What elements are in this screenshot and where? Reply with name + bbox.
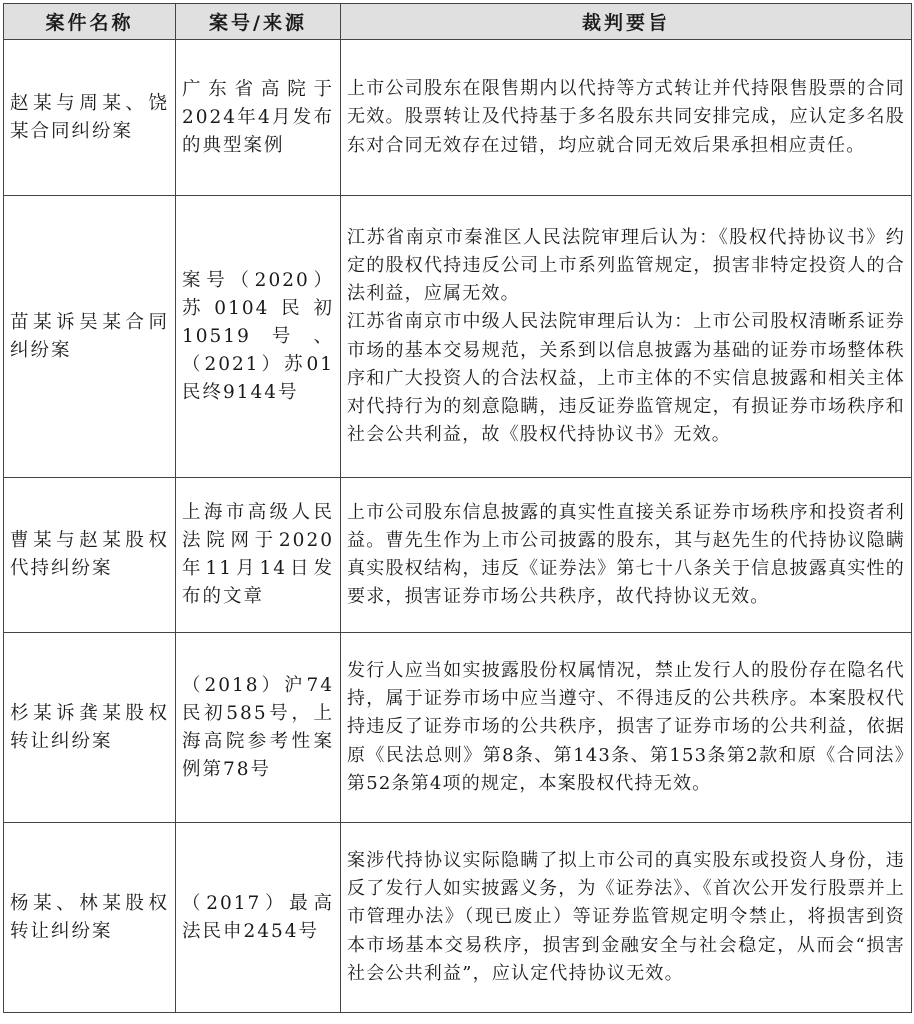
table-row: [4, 40, 912, 196]
ruling-summary: [341, 823, 912, 1013]
table-row: [4, 633, 912, 823]
case-source: （2017）最高法民申2454号: [176, 823, 341, 1013]
case-name: 杨某、林某股权转让纠纷案: [4, 823, 176, 1013]
ruling-paragraph: 江苏省南京市中级人民法院审理后认为：上市公司股权清晰系证券市场的基本交易规范，关系到以信息披露为基础的证券市场整体秩序和广大投资人的合法权益，上市主体的不实信息披露和相关主体对代持行为的刻意隐瞒，违反证券监管规定，有损证券市场秩序和社会公共利益，故《股权代持协议书》无效。: [347, 311, 905, 446]
table-body: [4, 40, 912, 1013]
header-case-number-source: 案号/来源: [176, 4, 341, 40]
ruling-summary: [341, 40, 912, 196]
table-row: [4, 823, 912, 1013]
header-row: [4, 4, 912, 40]
case-source: 案号（2020）苏0104民初10519号、（2021）苏01民终9144号: [176, 196, 341, 478]
ruling-paragraph: 上市公司股东在限售期内以代持等方式转让并代持限售股票的合同无效。股票转让及代持基于多名股东共同安排完成，应认定多名股东对合同无效存在过错，均应就合同无效后果承担相应责任。: [347, 78, 905, 156]
case-source: 广东省高院于2024年4月发布的典型案例: [176, 40, 341, 196]
case-name: 赵某与周某、饶某合同纠纷案: [4, 40, 176, 196]
case-source: （2018）沪74民初585号，上海高院参考性案例第78号: [176, 633, 341, 823]
ruling-summary: [341, 478, 912, 633]
cases-table: [3, 3, 912, 1013]
case-name: 苗某诉吴某合同纠纷案: [4, 196, 176, 478]
case-source: 上海市高级人民法院网于2020年11月14日发布的文章: [176, 478, 341, 633]
header-case-name: 案件名称: [4, 4, 176, 40]
ruling-paragraph: 发行人应当如实披露股份权属情况，禁止发行人的股份存在隐名代持，属于证券市场中应当遵守、不得违反的公共秩序。本案股权代持违反了证券市场的公共秩序，损害了证券市场的公共利益，依据原《民法总则》第8条、第143条、第153条第2款和原《合同法》第52条第4项的规定，本案股权代持无效。: [347, 659, 905, 794]
table-header: [4, 4, 912, 40]
ruling-paragraph: 案涉代持协议实际隐瞒了拟上市公司的真实股东或投资人身份，违反了发行人如实披露义务，为《证券法》、《首次公开发行股票并上市管理办法》（现已废止）等证券监管规定明令禁止，将损害到资本市场基本交易秩序，损害到金融安全与社会稳定，从而会“损害社会公共利益”，应认定代持协议无效。: [347, 849, 905, 984]
header-ruling-summary: 裁判要旨: [341, 4, 912, 40]
ruling-summary: [341, 633, 912, 823]
ruling-paragraph: 江苏省南京市秦淮区人民法院审理后认为：《股权代持协议书》约定的股权代持违反公司上市系列监管规定，损害非特定投资人的合法利益，应属无效。: [347, 226, 905, 305]
case-name: 杉某诉龚某股权转让纠纷案: [4, 633, 176, 823]
ruling-summary: [341, 196, 912, 478]
table-row: [4, 478, 912, 633]
ruling-paragraph: 上市公司股东信息披露的真实性直接关系证券市场秩序和投资者利益。曹先生作为上市公司披露的股东，其与赵先生的代持协议隐瞒真实股权结构，违反《证券法》第七十八条关于信息披露真实性的要求，损害证券市场公共秩序，故代持协议无效。: [347, 501, 905, 608]
case-name: 曹某与赵某股权代持纠纷案: [4, 478, 176, 633]
table-row: [4, 196, 912, 478]
